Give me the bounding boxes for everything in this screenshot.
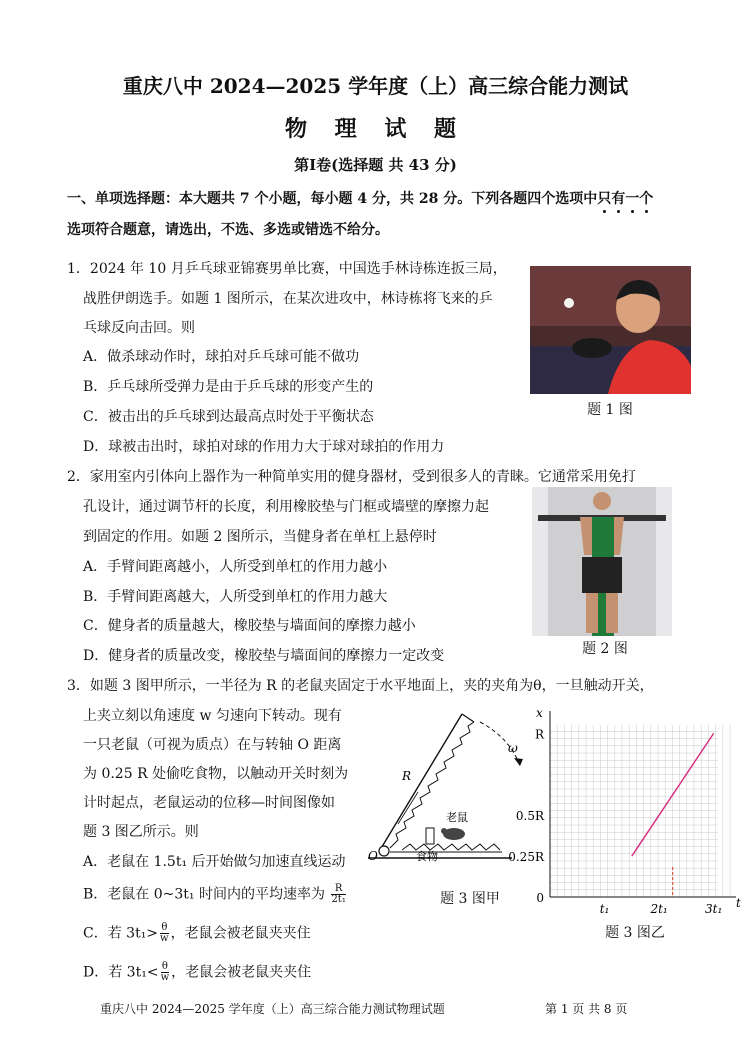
q2-option-c: C．健身者的质量越大，橡胶垫与墙面间的摩擦力越小 [83, 618, 416, 634]
q1-option-a: A．做杀球动作时，球拍对乒乓球可能不做功 [83, 349, 360, 365]
q3-option-c [83, 923, 311, 944]
fraction-denominator: 2t₁ [331, 894, 346, 905]
label-r: R [402, 769, 412, 783]
q3-xt-chart [500, 705, 740, 920]
q3-caption-b: 题 3 图乙 [605, 925, 665, 941]
dotted-char: 有 [611, 191, 626, 207]
y-tick-label: R [534, 727, 544, 742]
q2-line-1: 2．家用室内引体向上器作为一种简单实用的健身器材，受到很多人的青睐。它通常采用免打 [67, 469, 636, 485]
q3-line-3: 一只老鼠（可视为质点）在与转轴 O 距离 [83, 737, 342, 753]
subject-title: 物 理 试 题 [285, 116, 466, 142]
q3-caption-a: 题 3 图甲 [440, 891, 500, 907]
q2-caption: 题 2 图 [582, 641, 628, 657]
footer-page-number: 第 1 页 共 8 页 [545, 1002, 628, 1016]
fraction-denominator: w [160, 933, 169, 944]
q3-option-b-text: B．老鼠在 0~3t₁ 时间内的平均速率为 [83, 886, 325, 903]
label-mouse: 老鼠 [446, 811, 468, 824]
q3-option-d-tail: ，老鼠会被老鼠夹夹住 [171, 964, 312, 981]
footer-title: 重庆八中 2024—2025 学年度（上）高三综合能力测试物理试题 [100, 1002, 445, 1016]
q3-option-a: A．老鼠在 1.5t₁ 后开始做匀加速直线运动 [83, 854, 346, 870]
q2-line-3: 到固定的作用。如题 2 图所示，当健身者在单杠上悬停时 [83, 529, 437, 545]
x-tick-label: 3t₁ [704, 902, 723, 916]
label-o: O [368, 849, 378, 863]
q3-option-d-fraction [161, 962, 170, 983]
dotted-char: 个 [639, 191, 654, 207]
q3-option-c-tail: ，老鼠会被老鼠夹夹住 [170, 925, 311, 942]
section-instructions [67, 184, 707, 246]
q1-option-b: B．乒乓球所受弹力是由于乒乓球的形变产生的 [83, 379, 374, 395]
x-axis-label: t [736, 896, 741, 910]
q2-line-2: 孔设计，通过调节杆的长度，利用橡胶垫与门框或墙壁的摩擦力起 [83, 499, 489, 515]
section-line1: 一、单项选择题：本大题共 7 个小题，每小题 4 分，共 28 分。下列各题四个选项中 [67, 191, 598, 207]
q3-line-1: 3．如题 3 图甲所示，一半径为 R 的老鼠夹固定于水平地面上，夹的夹角为θ，一旦触动开关， [67, 678, 654, 694]
q1-caption: 题 1 图 [587, 402, 633, 418]
label-omega: ω [508, 741, 518, 755]
q3-line-5: 计时起点，老鼠运动的位移—时间图像如 [83, 795, 335, 811]
q1-line-1: 1．2024 年 10 月乒乓球亚锦赛男单比赛，中国选手林诗栋连扳三局， [67, 261, 507, 277]
q1-option-d: D．球被击出时，球拍对球的作用力大于球对球拍的作用力 [83, 439, 445, 455]
q1-line-3: 乓球反向击回。则 [83, 320, 195, 336]
y-tick-label: 0.5R [515, 809, 544, 824]
q1-line-2: 战胜伊朗选手。如题 1 图所示，在某次进攻中，林诗栋将飞来的乒 [83, 291, 493, 307]
dotted-char: 只 [597, 191, 612, 207]
y-tick-label: 0.25R [508, 850, 544, 865]
q3-line-4: 为 0.25 R 处偷吃食物，以触动开关时刻为 [83, 766, 349, 782]
label-food: 食物 [416, 850, 438, 863]
q2-pullup-photo [532, 487, 672, 636]
pivot-circle [379, 846, 389, 856]
section-line2: 选项符合题意，请选出，不选、多选或错选不给分。 [67, 222, 389, 238]
q3-option-d-text: D．若 3t₁< [83, 964, 159, 981]
q2-option-d: D．健身者的质量改变，橡胶垫与墙面间的摩擦力一定改变 [83, 648, 445, 664]
y-axis-label: x [536, 706, 543, 720]
chart-grid [550, 725, 730, 897]
fraction-denominator: w [160, 972, 170, 983]
q3-option-d [83, 962, 311, 983]
q3-option-c-text: C．若 3t₁> [83, 925, 159, 942]
q3-option-c-fraction [160, 923, 169, 944]
x-tick-label: 2t₁ [650, 902, 668, 916]
x-tick-label: t₁ [599, 902, 610, 916]
fraction-numerator: θ [161, 922, 168, 933]
chart-ticks [508, 727, 722, 916]
q1-option-c: C．被击出的乒乓球到达最高点时处于平衡状态 [83, 409, 374, 425]
y-tick-label: 0 [536, 891, 544, 905]
switch-post [426, 828, 434, 844]
fraction-numerator: θ [161, 961, 168, 972]
fraction-numerator: R [331, 884, 345, 895]
dotted-char: 一 [625, 191, 640, 207]
q2-option-b: B．手臂间距离越大，人所受到单杠的作用力越大 [83, 589, 388, 605]
q3-line-6: 题 3 图乙所示。则 [83, 824, 199, 840]
part-title: 第Ⅰ卷(选择题 共 43 分) [294, 156, 457, 174]
chart-axes [536, 706, 741, 910]
q3-option-b-fraction [331, 884, 345, 905]
q1-table-tennis-photo [530, 266, 691, 394]
q3-line-2: 上夹立刻以角速度 w 匀速向下转动。现有 [83, 708, 342, 724]
q2-option-a: A．手臂间距离越小，人所受到单杠的作用力越小 [83, 559, 388, 575]
exam-title: 重庆八中 2024—2025 学年度（上）高三综合能力测试 [122, 74, 629, 98]
q3-option-b [83, 884, 346, 905]
